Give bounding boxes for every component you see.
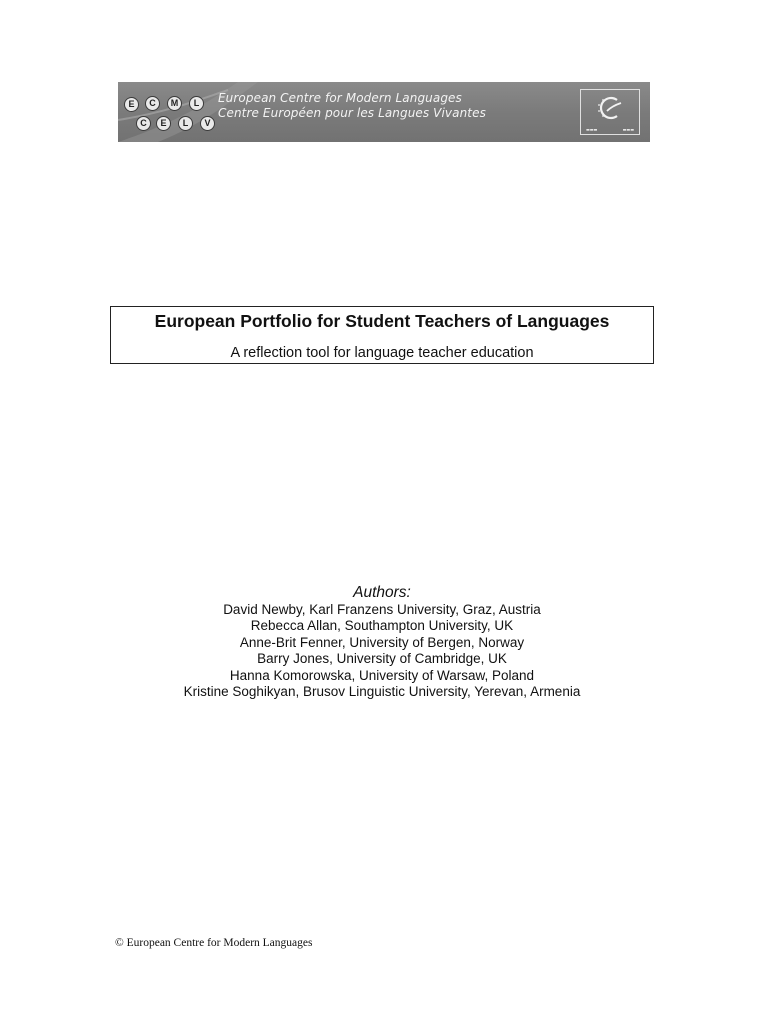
ecml-banner (118, 82, 650, 142)
title-box (110, 306, 654, 364)
ecml-letter-e-top: E (124, 97, 139, 112)
ecml-letter-m-top: M (167, 96, 182, 111)
coe-caption-left: ▬▬▬ (586, 127, 598, 132)
authors-section (0, 583, 764, 700)
author-line: Barry Jones, University of Cambridge, UK (257, 651, 507, 667)
authors-heading: Authors: (353, 584, 411, 601)
ecml-letter-c-top: C (145, 96, 160, 111)
document-subtitle: A reflection tool for language teacher education (230, 345, 534, 361)
copyright-footer: © European Centre for Modern Languages (115, 937, 313, 949)
banner-title-french: Centre Européen pour les Langues Vivantes (218, 106, 486, 120)
author-line: Kristine Soghikyan, Brusov Linguistic University, Yerevan, Armenia (183, 684, 581, 700)
author-line: Hanna Komorowska, University of Warsaw, Poland (229, 667, 535, 683)
author-line: David Newby, Karl Franzens University, Graz, Austria (223, 602, 541, 617)
council-of-europe-logo (580, 89, 640, 135)
ecml-letter-c-bottom: C (136, 116, 151, 131)
coe-caption-right: ▬▬▬ (622, 127, 634, 132)
author-line: Anne-Brit Fenner, University of Bergen, Norway (239, 634, 525, 650)
document-title: European Portfolio for Student Teachers of Languages (154, 311, 610, 331)
ecml-letter-e-bottom: E (156, 116, 171, 131)
banner-title-english: European Centre for Modern Languages (218, 91, 462, 105)
ecml-letter-l-top: L (189, 96, 204, 111)
ecml-letter-v-bottom: V (200, 116, 215, 131)
author-line: Rebecca Allan, Southampton University, UK (250, 618, 514, 634)
council-of-europe-emblem-icon (595, 95, 625, 121)
ecml-letter-l-bottom: L (178, 116, 193, 131)
